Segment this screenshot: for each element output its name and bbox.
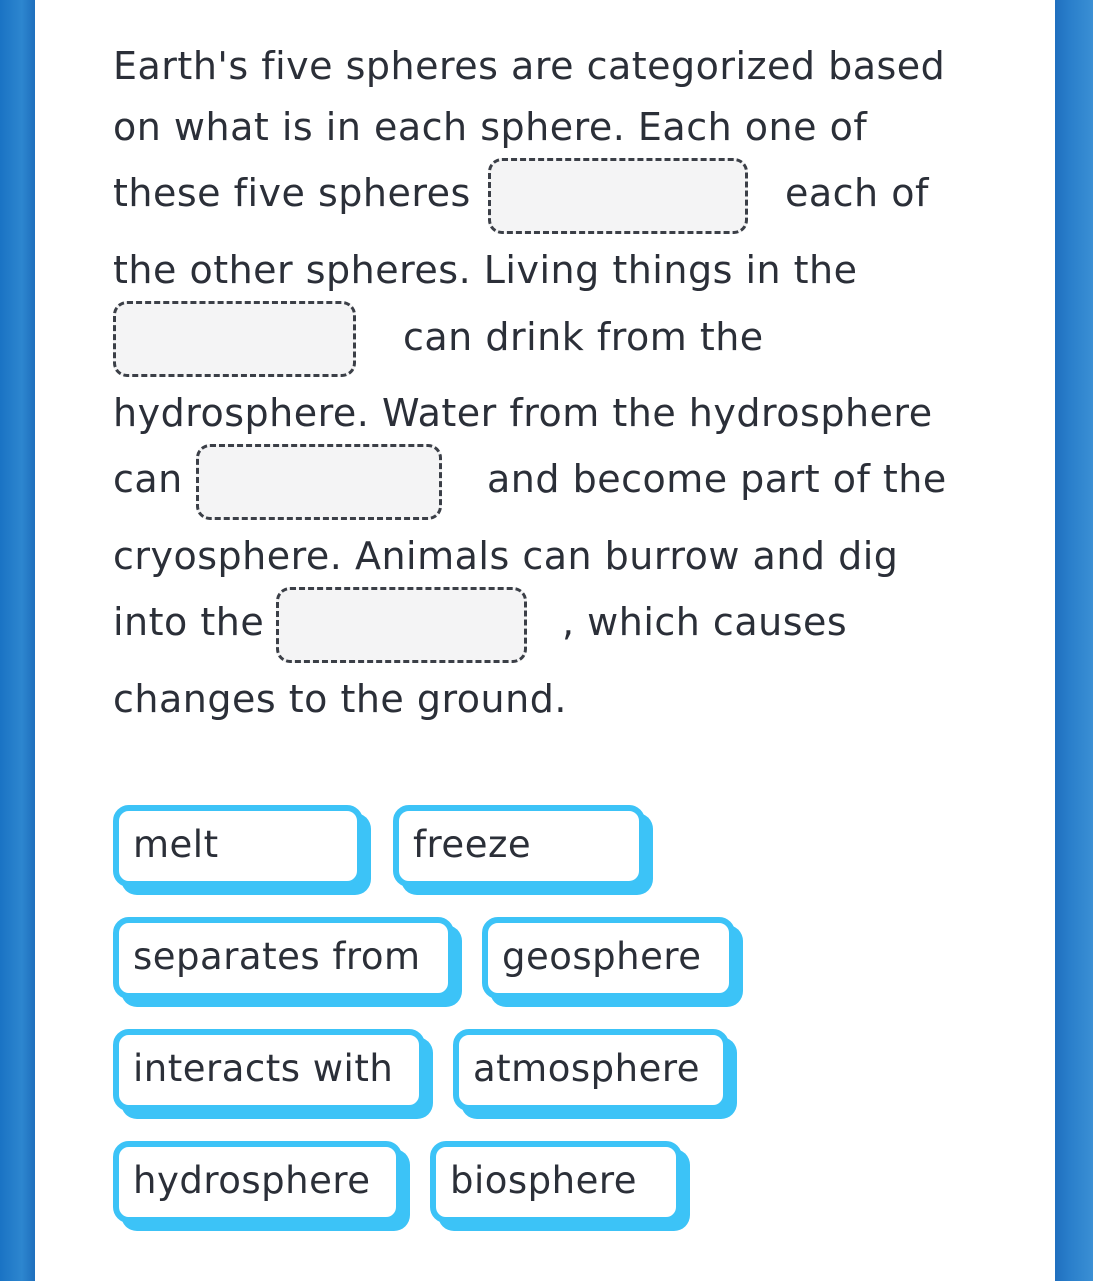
passage-line-9a: into the: [113, 600, 265, 644]
word-tile-atmosphere[interactable]: atmosphere: [453, 1029, 729, 1111]
passage-line-9b: , which causes: [562, 600, 848, 644]
drop-blank-1[interactable]: [488, 158, 748, 234]
passage-line-2: on what is in each sphere. Each one of: [113, 105, 868, 149]
passage-line-5b: can drink from the: [403, 315, 764, 359]
drop-blank-2[interactable]: [113, 301, 356, 377]
word-tile-melt[interactable]: melt: [113, 805, 363, 887]
right-edge-panel: [1055, 0, 1093, 1281]
passage-line-10: changes to the ground.: [113, 677, 567, 721]
word-tile-freeze[interactable]: freeze: [393, 805, 645, 887]
drop-blank-3[interactable]: [196, 444, 442, 520]
passage-line-1: Earth's five spheres are categorized based: [113, 44, 946, 88]
word-tile-separates-from[interactable]: separates from: [113, 917, 454, 999]
passage-line-7a: can: [113, 457, 183, 501]
word-tile-biosphere[interactable]: biosphere: [430, 1141, 682, 1223]
drop-blank-4[interactable]: [276, 587, 527, 663]
word-tile-hydrosphere[interactable]: hydrosphere: [113, 1141, 402, 1223]
passage-line-3b: each of: [785, 171, 929, 215]
word-tile-geosphere[interactable]: geosphere: [482, 917, 735, 999]
passage-line-6: hydrosphere. Water from the hydrosphere: [113, 391, 933, 435]
passage-line-7b: and become part of the: [487, 457, 947, 501]
passage-line-8: cryosphere. Animals can burrow and dig: [113, 534, 899, 578]
passage-line-4: the other spheres. Living things in the: [113, 248, 858, 292]
word-tile-interacts-with[interactable]: interacts with: [113, 1029, 425, 1111]
passage-line-3a: these five spheres: [113, 171, 471, 215]
